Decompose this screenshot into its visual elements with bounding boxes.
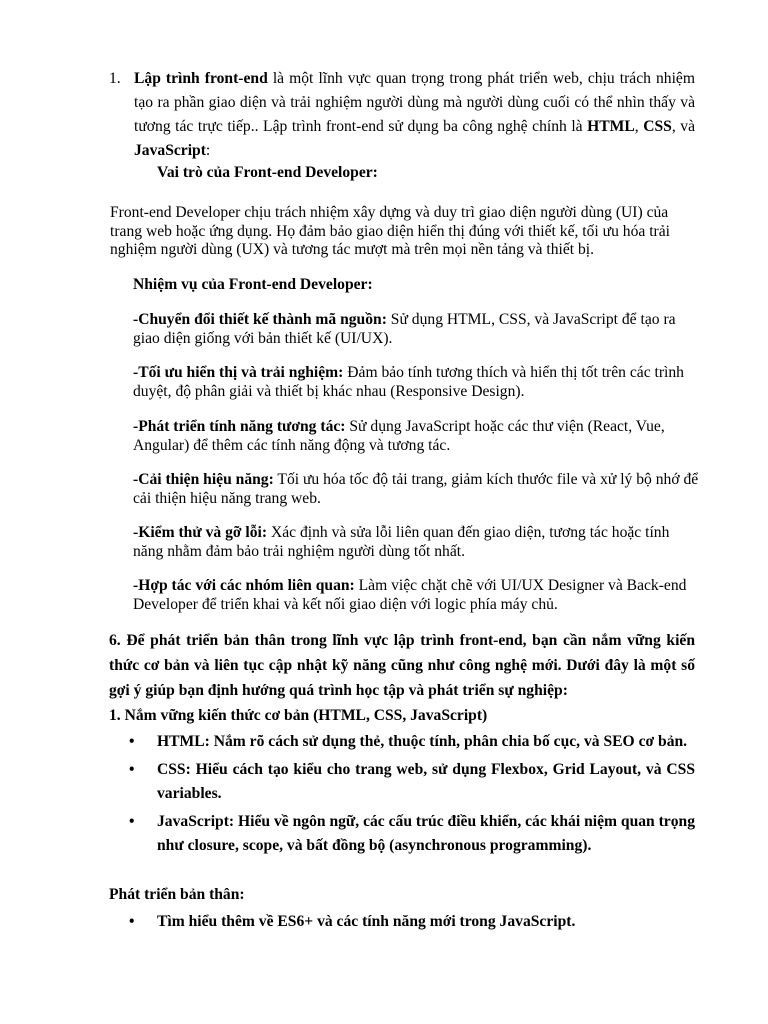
tech-css: CSS [643, 118, 672, 135]
tech-html: HTML [587, 118, 635, 135]
task-title: -Chuyển đổi thiết kế thành mã nguồn: [133, 311, 387, 328]
task-title: -Cải thiện hiệu năng: [133, 471, 274, 488]
basics-heading: 1. Nắm vững kiến thức cơ bản (HTML, CSS, JavaScript) [109, 707, 488, 724]
bullet-item [109, 910, 695, 934]
bullet-icon: • [129, 813, 135, 830]
bullet-icon: • [129, 761, 135, 778]
basics-bullet-list [109, 730, 695, 858]
bullet-item [109, 758, 695, 806]
tasks-heading: Nhiệm vụ của Front-end Developer: [133, 276, 373, 293]
task-title: -Hợp tác với các nhóm liên quan: [133, 577, 355, 594]
bullet-item [109, 730, 695, 754]
separator: , và [671, 118, 696, 135]
term-front-end: Lập trình front-end [134, 70, 268, 87]
task-text: Sử dụng JavaScript hoặc các thư viện (React, Vue, Angular) để thêm các tính năng động và tương tác. [133, 418, 665, 454]
list-number: 1. [109, 70, 121, 87]
bullet-text: CSS: Hiểu cách tạo kiểu cho trang web, sử dụng Flexbox, Grid Layout, và CSS variables. [157, 761, 695, 802]
task-item [133, 471, 700, 508]
task-title: -Kiểm thử và gỡ lỗi: [133, 524, 268, 541]
task-text: Tối ưu hóa tốc độ tải trang, giảm kích thước file và xử lý bộ nhớ để cải thiện hiệu năng trang web. [133, 471, 699, 507]
bullet-text: HTML: Nắm rõ cách sử dụng thẻ, thuộc tính, phân chia bố cục, và SEO cơ bản. [157, 733, 688, 750]
section-6-paragraph: 6. Để phát triển bản thân trong lĩnh vực lập trình front-end, bạn cần nắm vững kiến thức cơ bản và liên tục cập nhật kỹ năng cũng như công nghệ mới. Dưới đây là một số gợi ý giúp bạn định hướng quá trình học tập và phát triển sự nghiệp: [109, 632, 695, 699]
tech-javascript: JavaScript [134, 142, 206, 159]
task-text: Làm việc chặt chẽ với UI/UX Designer và Back-end Developer để triển khai và kết nối giao diện với logic phía máy chủ. [133, 577, 687, 613]
task-item [133, 364, 700, 401]
role-heading: Vai trò của Front-end Developer: [157, 164, 378, 181]
task-item [133, 577, 700, 614]
self-bullet-list [109, 910, 695, 934]
separator: , [634, 118, 644, 135]
bullet-text: Tìm hiểu thêm về ES6+ và các tính năng mới trong JavaScript. [157, 913, 576, 930]
task-item [133, 418, 700, 455]
numbered-item-1 [109, 67, 695, 163]
task-item [133, 524, 700, 561]
task-item [133, 311, 700, 348]
bullet-icon: • [129, 913, 135, 930]
task-text: Sử dụng HTML, CSS, và JavaScript để tạo ra giao diện giống với bản thiết kế (UI/UX). [133, 311, 676, 347]
task-title: -Phát triển tính năng tương tác: [133, 418, 346, 435]
colon: : [205, 142, 211, 159]
bullet-item [109, 810, 695, 858]
item-1-text [134, 67, 695, 163]
task-title: -Tối ưu hiển thị và trải nghiệm: [133, 364, 344, 381]
self-development-heading: Phát triển bản thân: [109, 886, 245, 903]
task-text: Xác định và sửa lỗi liên quan đến giao diện, tương tác hoặc tính năng nhằm đảm bảo trải nghiệm người dùng tốt nhất. [133, 524, 670, 560]
item-1-description: là một lĩnh vực quan trọng trong phát triển web, chịu trách nhiệm tạo ra phần giao diện và trải nghiệm người dùng mà người dùng cuối có thể nhìn thấy và tương tác trực tiếp.. Lập trình front-end sử dụng ba công nghệ chính là [134, 70, 695, 135]
bullet-icon: • [129, 733, 135, 750]
task-text: Đảm bảo tính tương thích và hiển thị tốt trên các trình duyệt, độ phân giải và thiết bị khác nhau (Responsive Design). [133, 364, 684, 400]
bullet-text: JavaScript: Hiểu về ngôn ngữ, các cấu trúc điều khiển, các khái niệm quan trọng như closure, scope, và bất đồng bộ (asynchronous programming). [157, 813, 695, 854]
role-paragraph: Front-end Developer chịu trách nhiệm xây dựng và duy trì giao diện người dùng (UI) của trang web hoặc ứng dụng. Họ đảm bảo giao diện hiển thị đúng với thiết kế, tối ưu hóa trải nghiệm người dùng (UX) và tương tác mượt mà trên mọi nền tảng và thiết bị. [110, 204, 670, 258]
